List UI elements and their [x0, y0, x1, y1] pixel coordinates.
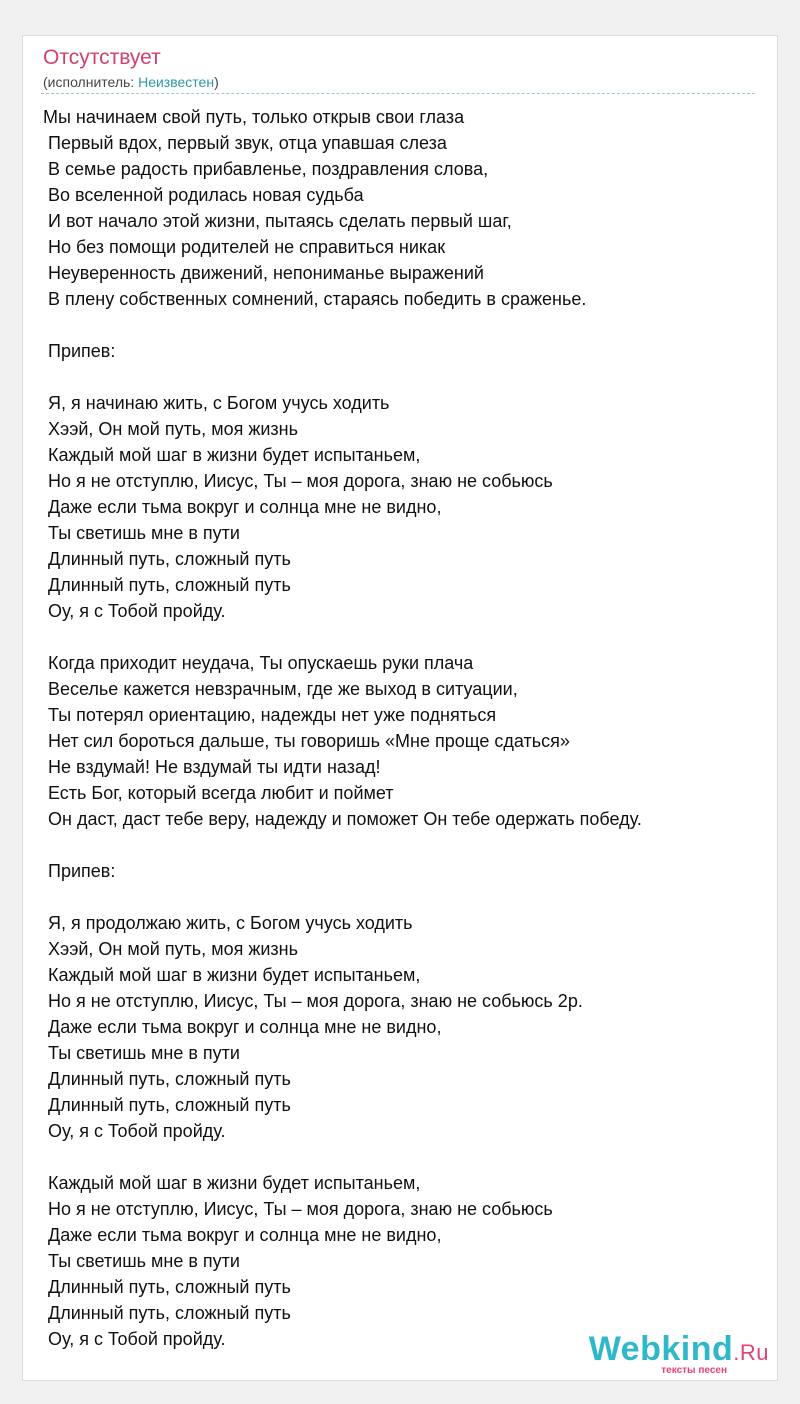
lyric-line: Первый вдох, первый звук, отца упавшая слеза [43, 133, 447, 153]
lyric-line: Веселье кажется невзрачным, где же выход в ситуации, [43, 679, 518, 699]
lyric-line: В плену собственных сомнений, стараясь победить в сраженье. [43, 289, 587, 309]
lyric-line: Длинный путь, сложный путь [43, 1303, 291, 1323]
lyric-line: Припев: [43, 861, 116, 881]
lyric-line: Длинный путь, сложный путь [43, 1095, 291, 1115]
lyric-line [43, 364, 773, 390]
lyric-line: Хээй, Он мой путь, моя жизнь [43, 419, 298, 439]
lyric-line: Ты светишь мне в пути [43, 1043, 240, 1063]
lyric-line: Но я не отступлю, Иисус, Ты – моя дорога, знаю не собьюсь [43, 1199, 553, 1219]
lyric-line: Каждый мой шаг в жизни будет испытаньем, [43, 965, 421, 985]
lyric-line: Длинный путь, сложный путь [43, 549, 291, 569]
lyric-line: Неуверенность движений, непониманье выражений [43, 263, 484, 283]
lyric-line: Мы начинаем свой путь, только открыв свои глаза [43, 107, 465, 127]
lyric-line: Ты светишь мне в пути [43, 1251, 240, 1271]
lyric-line: Даже если тьма вокруг и солнца мне не видно, [43, 1017, 442, 1037]
lyric-line: Ты потерял ориентацию, надежды нет уже подняться [43, 705, 497, 725]
lyric-line [43, 1144, 773, 1170]
lyric-line: Хээй, Он мой путь, моя жизнь [43, 939, 298, 959]
lyric-line: Длинный путь, сложный путь [43, 1277, 291, 1297]
lyric-line: Во вселенной родилась новая судьба [43, 185, 364, 205]
lyric-line: Есть Бог, который всегда любит и поймет [43, 783, 394, 803]
lyric-line: Даже если тьма вокруг и солнца мне не видно, [43, 497, 442, 517]
dashed-divider [41, 93, 755, 94]
lyric-line: Припев: [43, 341, 116, 361]
lyric-line [43, 832, 773, 858]
logo-brand: Webkind [588, 1330, 734, 1368]
lyric-line: Даже если тьма вокруг и солнца мне не видно, [43, 1225, 442, 1245]
lyric-line: Но я не отступлю, Иисус, Ты – моя дорога, знаю не собьюсь 2р. [43, 991, 583, 1011]
lyric-line: И вот начало этой жизни, пытаясь сделать первый шаг, [43, 211, 512, 231]
artist-prefix: (исполнитель: [43, 74, 139, 90]
lyrics-text [43, 104, 773, 1352]
lyric-line: Длинный путь, сложный путь [43, 575, 291, 595]
lyric-line: Оу, я с Тобой пройду. [43, 1121, 226, 1141]
lyric-line: Нет сил бороться дальше, ты говоришь «Мне проще сдаться» [43, 731, 570, 751]
lyric-line: Каждый мой шаг в жизни будет испытаньем, [43, 1173, 421, 1193]
song-title: Отсутствует [43, 46, 161, 69]
lyric-line [43, 624, 773, 650]
lyrics-card [22, 35, 778, 1381]
lyric-line [43, 312, 773, 338]
artist-suffix: ) [214, 74, 219, 90]
lyric-line: Каждый мой шаг в жизни будет испытаньем, [43, 445, 421, 465]
artist-link[interactable]: Неизвестен [138, 74, 215, 90]
artist-line [43, 73, 219, 91]
webkind-logo [569, 1331, 769, 1377]
lyric-line: Но я не отступлю, Иисус, Ты – моя дорога, знаю не собьюсь [43, 471, 553, 491]
lyric-line: Ты светишь мне в пути [43, 523, 240, 543]
logo-tld: .Ru [733, 1340, 769, 1365]
lyric-line: Но без помощи родителей не справиться никак [43, 237, 446, 257]
logo-tagline: тексты песен [661, 1365, 727, 1376]
lyric-line: Не вздумай! Не вздумай ты идти назад! [43, 757, 381, 777]
lyric-line: Он даст, даст тебе веру, надежду и поможет Он тебе одержать победу. [43, 809, 642, 829]
lyric-line: Длинный путь, сложный путь [43, 1069, 291, 1089]
lyric-line: Когда приходит неудача, Ты опускаешь руки плача [43, 653, 474, 673]
lyric-line: Я, я продолжаю жить, с Богом учусь ходить [43, 913, 413, 933]
lyric-line [43, 884, 773, 910]
lyric-line: Я, я начинаю жить, с Богом учусь ходить [43, 393, 390, 413]
lyric-line: Оу, я с Тобой пройду. [43, 601, 226, 621]
lyric-line: Оу, я с Тобой пройду. [43, 1329, 226, 1349]
lyric-line: В семье радость прибавленье, поздравления слова, [43, 159, 489, 179]
